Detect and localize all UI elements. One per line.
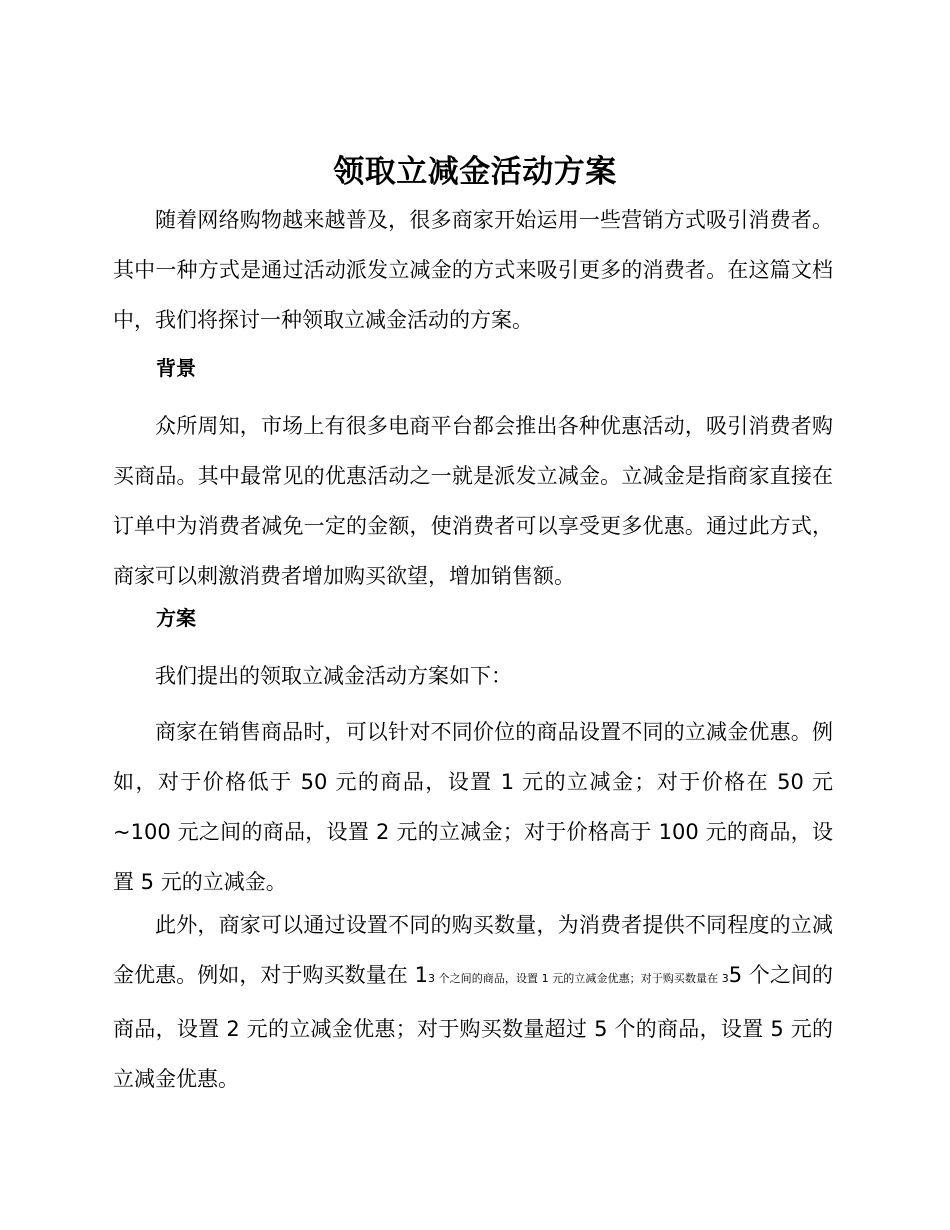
plan-quantity-text-end: 5 个之间的商品，设置 2 元的立减金优惠；对于购买数量超过 5 个的商品，设置 5 元的立减金优惠。 xyxy=(113,963,833,1091)
plan-quantity-paragraph xyxy=(113,900,833,1104)
document-title: 领取立减金活动方案 xyxy=(333,154,617,190)
background-heading: 背景 xyxy=(156,356,196,380)
plan-intro-paragraph: 我们提出的领取立减金活动方案如下： xyxy=(155,664,512,688)
plan-heading: 方案 xyxy=(156,606,196,630)
plan-quantity-text-small: 3 个之间的商品，设置 1 元的立减金优惠；对于购买数量在 3 xyxy=(427,972,729,985)
intro-paragraph: 随着网络购物越来越普及，很多商家开始运用一些营销方式吸引消费者。其中一种方式是通过活动派发立减金的方式来吸引更多的消费者。在这篇文档中，我们将探讨一种领取立减金活动的方案。 xyxy=(113,208,833,332)
background-paragraph: 众所周知，市场上有很多电商平台都会推出各种优惠活动，吸引消费者购买商品。其中最常见的优惠活动之一就是派发立减金。立减金是指商家直接在订单中为消费者减免一定的金额，使消费者可以享受更多优惠。通过此方式，商家可以刺激消费者增加购买欲望，增加销售额。 xyxy=(113,414,833,588)
plan-quantity-text-start: 此外，商家可以通过设置不同的购买数量，为消费者提供不同程度的立减金优惠。例如，对于购买数量在 1 xyxy=(113,913,833,987)
plan-price-paragraph: 商家在销售商品时，可以针对不同价位的商品设置不同的立减金优惠。例如，对于价格低于 50 元的商品，设置 1 元的立减金；对于价格在 50 元~100 元之间的商品，设置 2 元的立减金；对于价格高于 100 元的商品，设置 5 元的立减金。 xyxy=(113,720,833,894)
